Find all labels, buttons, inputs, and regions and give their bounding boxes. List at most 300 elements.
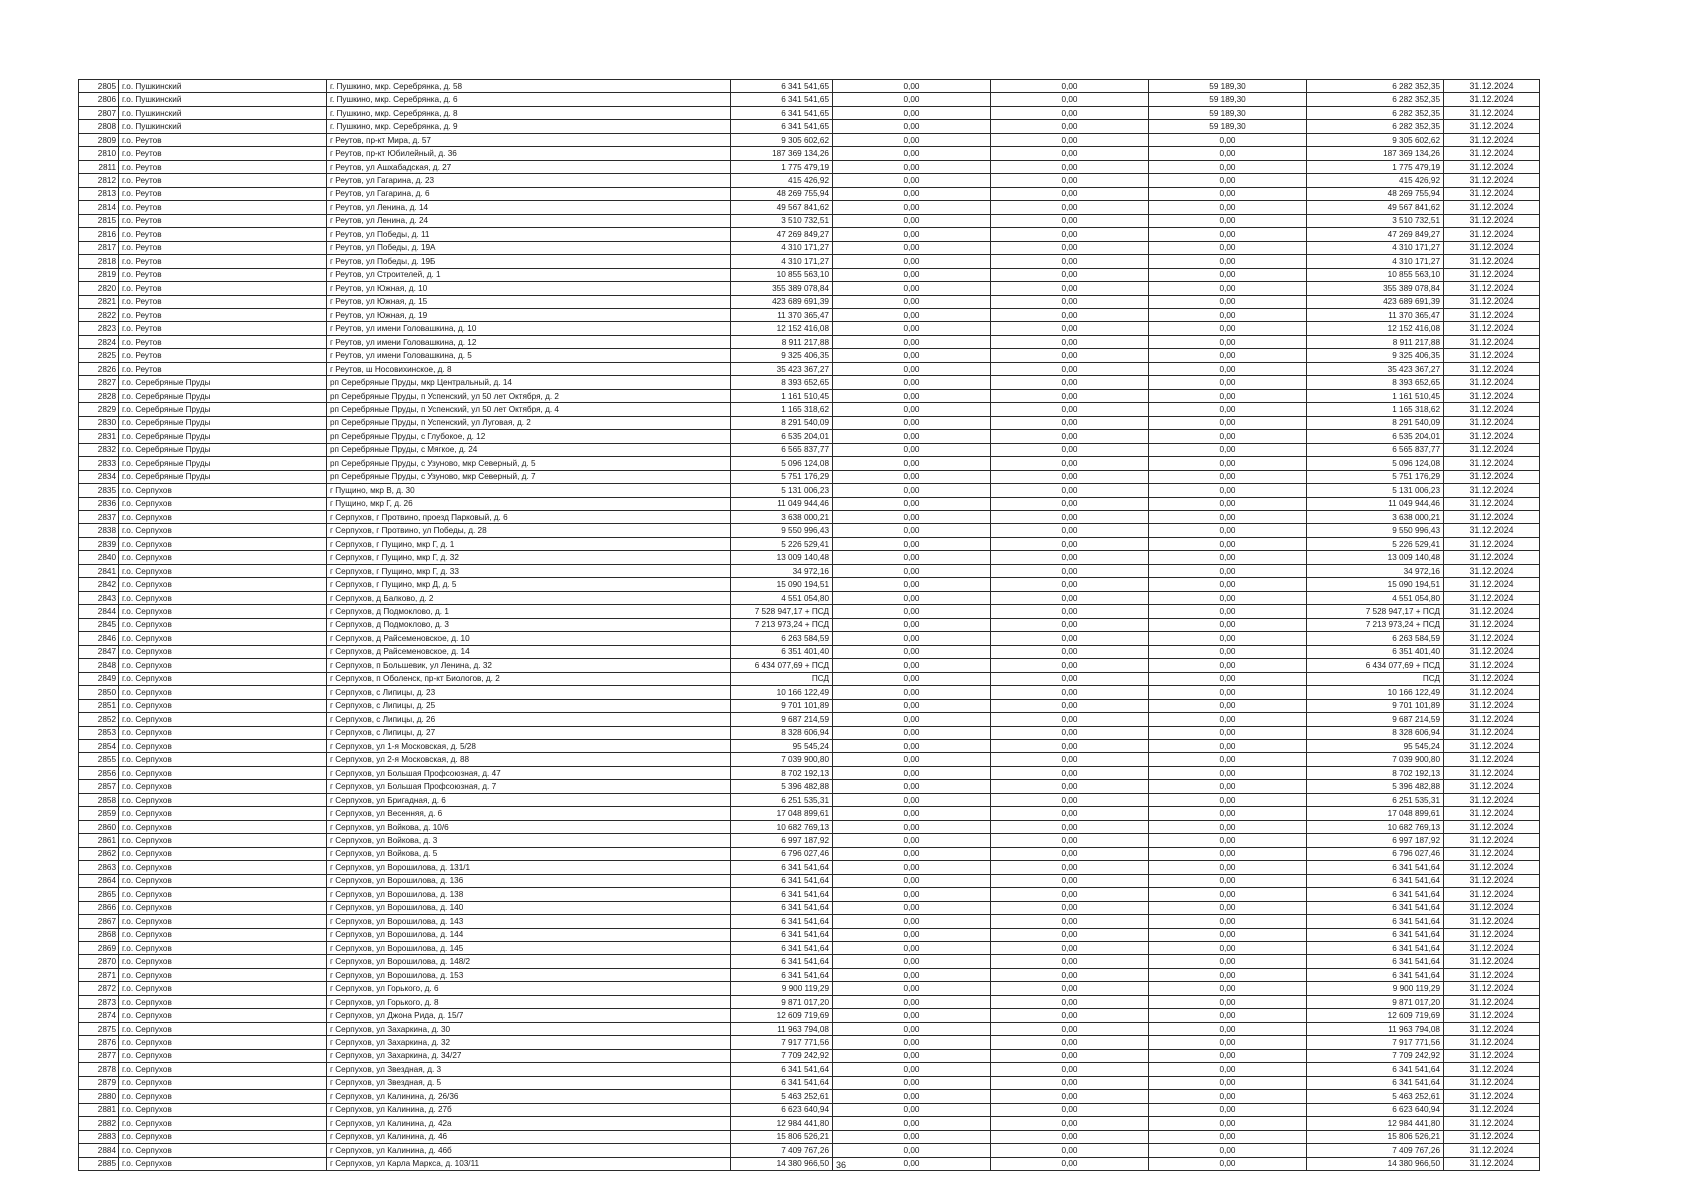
address-cell: г Серпухов, ул Бригадная, д. 6 (327, 793, 731, 806)
budget-local-cell: 0,00 (1149, 632, 1307, 645)
budget-regional-cell: 0,00 (991, 497, 1149, 510)
row-number-cell: 2834 (79, 470, 119, 483)
row-number-cell: 2841 (79, 564, 119, 577)
budget-regional-cell: 0,00 (991, 995, 1149, 1008)
budget-regional-cell: 0,00 (991, 1090, 1149, 1103)
budget-local-cell: 0,00 (1149, 605, 1307, 618)
row-number-cell: 2864 (79, 874, 119, 887)
budget-local-cell: 0,00 (1149, 362, 1307, 375)
address-cell: г Серпухов, ул Захаркина, д. 30 (327, 1022, 731, 1035)
table-row (79, 362, 1540, 375)
row-number-cell: 2885 (79, 1157, 119, 1170)
row-number-cell: 2869 (79, 942, 119, 955)
fund-amount-cell: 6 997 187,92 (1307, 834, 1444, 847)
table-row (79, 537, 1540, 550)
budget-local-cell: 0,00 (1149, 874, 1307, 887)
table-row (79, 376, 1540, 389)
row-number-cell: 2822 (79, 308, 119, 321)
budget-federal-cell: 0,00 (833, 1063, 991, 1076)
total-cost-cell: 15 806 526,21 (731, 1130, 833, 1143)
table-row (79, 605, 1540, 618)
budget-regional-cell: 0,00 (991, 1117, 1149, 1130)
row-number-cell: 2856 (79, 766, 119, 779)
municipality-cell: г.о. Серпухов (119, 645, 327, 658)
deadline-date-cell: 31.12.2024 (1444, 268, 1540, 281)
budget-federal-cell: 0,00 (833, 282, 991, 295)
fund-amount-cell: 17 048 899,61 (1307, 807, 1444, 820)
deadline-date-cell: 31.12.2024 (1444, 645, 1540, 658)
row-number-cell: 2884 (79, 1144, 119, 1157)
fund-amount-cell: 13 009 140,48 (1307, 551, 1444, 564)
fund-amount-cell: 6 282 352,35 (1307, 93, 1444, 106)
total-cost-cell: 6 341 541,64 (731, 874, 833, 887)
budget-local-cell: 0,00 (1149, 672, 1307, 685)
total-cost-cell: 1 165 318,62 (731, 403, 833, 416)
address-cell: г Серпухов, ул Ворошилова, д. 131/1 (327, 861, 731, 874)
row-number-cell: 2816 (79, 228, 119, 241)
deadline-date-cell: 31.12.2024 (1444, 1049, 1540, 1062)
total-cost-cell: 6 341 541,64 (731, 915, 833, 928)
address-cell: г Серпухов, ул Калинина, д. 46 (327, 1130, 731, 1143)
deadline-date-cell: 31.12.2024 (1444, 982, 1540, 995)
total-cost-cell: 12 152 416,08 (731, 322, 833, 335)
budget-local-cell: 0,00 (1149, 928, 1307, 941)
budget-regional-cell: 0,00 (991, 457, 1149, 470)
address-cell: г Серпухов, ул Войкова, д. 3 (327, 834, 731, 847)
budget-federal-cell: 0,00 (833, 982, 991, 995)
municipality-cell: г.о. Серпухов (119, 942, 327, 955)
budget-local-cell: 0,00 (1149, 645, 1307, 658)
budget-federal-cell: 0,00 (833, 861, 991, 874)
budget-federal-cell: 0,00 (833, 255, 991, 268)
address-cell: г Серпухов, ул 2-я Московская, д. 88 (327, 753, 731, 766)
budget-federal-cell: 0,00 (833, 430, 991, 443)
total-cost-cell: 6 341 541,65 (731, 80, 833, 93)
fund-amount-cell: 9 687 214,59 (1307, 713, 1444, 726)
budget-regional-cell: 0,00 (991, 739, 1149, 752)
budget-federal-cell: 0,00 (833, 389, 991, 402)
fund-amount-cell: 6 341 541,64 (1307, 942, 1444, 955)
deadline-date-cell: 31.12.2024 (1444, 80, 1540, 93)
address-cell: г Реутов, ул Строителей, д. 1 (327, 268, 731, 281)
table-row (79, 659, 1540, 672)
total-cost-cell: 10 682 769,13 (731, 820, 833, 833)
total-cost-cell: 1 775 479,19 (731, 160, 833, 173)
deadline-date-cell: 31.12.2024 (1444, 1076, 1540, 1089)
deadline-date-cell: 31.12.2024 (1444, 591, 1540, 604)
deadline-date-cell: 31.12.2024 (1444, 901, 1540, 914)
deadline-date-cell: 31.12.2024 (1444, 686, 1540, 699)
budget-federal-cell: 0,00 (833, 618, 991, 631)
budget-regional-cell: 0,00 (991, 834, 1149, 847)
table-row (79, 1049, 1540, 1062)
deadline-date-cell: 31.12.2024 (1444, 753, 1540, 766)
budget-federal-cell: 0,00 (833, 80, 991, 93)
address-cell: рп Серебряные Пруды, мкр Центральный, д. 14 (327, 376, 731, 389)
table-row (79, 106, 1540, 119)
budget-federal-cell: 0,00 (833, 874, 991, 887)
municipality-cell: г.о. Серпухов (119, 632, 327, 645)
fund-amount-cell: 6 341 541,64 (1307, 861, 1444, 874)
budget-local-cell: 0,00 (1149, 699, 1307, 712)
budget-federal-cell: 0,00 (833, 1022, 991, 1035)
deadline-date-cell: 31.12.2024 (1444, 241, 1540, 254)
fund-amount-cell: 6 565 837,77 (1307, 443, 1444, 456)
table-row (79, 308, 1540, 321)
budget-regional-cell: 0,00 (991, 147, 1149, 160)
total-cost-cell: 8 328 606,94 (731, 726, 833, 739)
budget-regional-cell: 0,00 (991, 699, 1149, 712)
budget-regional-cell: 0,00 (991, 982, 1149, 995)
municipality-cell: г.о. Серебряные Пруды (119, 403, 327, 416)
total-cost-cell: 12 984 441,80 (731, 1117, 833, 1130)
table-row (79, 551, 1540, 564)
budget-federal-cell: 0,00 (833, 241, 991, 254)
budget-federal-cell: 0,00 (833, 1144, 991, 1157)
deadline-date-cell: 31.12.2024 (1444, 1130, 1540, 1143)
deadline-date-cell: 31.12.2024 (1444, 537, 1540, 550)
budget-local-cell: 0,00 (1149, 201, 1307, 214)
budget-local-cell: 0,00 (1149, 1103, 1307, 1116)
row-number-cell: 2817 (79, 241, 119, 254)
table-row (79, 174, 1540, 187)
budget-local-cell: 0,00 (1149, 416, 1307, 429)
total-cost-cell: 6 341 541,64 (731, 942, 833, 955)
row-number-cell: 2851 (79, 699, 119, 712)
budget-local-cell: 0,00 (1149, 255, 1307, 268)
budget-regional-cell: 0,00 (991, 780, 1149, 793)
municipality-cell: г.о. Серпухов (119, 982, 327, 995)
deadline-date-cell: 31.12.2024 (1444, 551, 1540, 564)
budget-regional-cell: 0,00 (991, 955, 1149, 968)
row-number-cell: 2857 (79, 780, 119, 793)
budget-local-cell: 0,00 (1149, 780, 1307, 793)
fund-amount-cell: 49 567 841,62 (1307, 201, 1444, 214)
budget-regional-cell: 0,00 (991, 686, 1149, 699)
row-number-cell: 2837 (79, 511, 119, 524)
total-cost-cell: 6 535 204,01 (731, 430, 833, 443)
budget-regional-cell: 0,00 (991, 282, 1149, 295)
fund-amount-cell: 6 263 584,59 (1307, 632, 1444, 645)
table-row (79, 995, 1540, 1008)
deadline-date-cell: 31.12.2024 (1444, 295, 1540, 308)
fund-amount-cell: 6 341 541,64 (1307, 928, 1444, 941)
budget-federal-cell: 0,00 (833, 564, 991, 577)
total-cost-cell: 4 551 054,80 (731, 591, 833, 604)
budget-regional-cell: 0,00 (991, 645, 1149, 658)
fund-amount-cell: 6 341 541,64 (1307, 874, 1444, 887)
deadline-date-cell: 31.12.2024 (1444, 335, 1540, 348)
table-row (79, 915, 1540, 928)
deadline-date-cell: 31.12.2024 (1444, 713, 1540, 726)
budget-local-cell: 0,00 (1149, 578, 1307, 591)
table-row (79, 268, 1540, 281)
budget-federal-cell: 0,00 (833, 766, 991, 779)
row-number-cell: 2882 (79, 1117, 119, 1130)
address-cell: г Серпухов, ул Калинина, д. 42а (327, 1117, 731, 1130)
address-cell: г Серпухов, д Балково, д. 2 (327, 591, 731, 604)
fund-amount-cell: 3 510 732,51 (1307, 214, 1444, 227)
fund-amount-cell: 6 341 541,64 (1307, 1076, 1444, 1089)
budget-federal-cell: 0,00 (833, 699, 991, 712)
fund-amount-cell: 5 751 176,29 (1307, 470, 1444, 483)
municipality-cell: г.о. Пушкинский (119, 80, 327, 93)
municipality-cell: г.о. Реутов (119, 147, 327, 160)
total-cost-cell: 6 623 640,94 (731, 1103, 833, 1116)
budget-federal-cell: 0,00 (833, 1090, 991, 1103)
table-body (79, 80, 1540, 1171)
deadline-date-cell: 31.12.2024 (1444, 807, 1540, 820)
row-number-cell: 2840 (79, 551, 119, 564)
budget-regional-cell: 0,00 (991, 376, 1149, 389)
table-row (79, 201, 1540, 214)
municipality-cell: г.о. Серпухов (119, 1076, 327, 1089)
address-cell: г Реутов, ул Ашхабадская, д. 27 (327, 160, 731, 173)
deadline-date-cell: 31.12.2024 (1444, 942, 1540, 955)
municipality-cell: г.о. Серпухов (119, 928, 327, 941)
budget-regional-cell: 0,00 (991, 713, 1149, 726)
budget-regional-cell: 0,00 (991, 793, 1149, 806)
budget-federal-cell: 0,00 (833, 537, 991, 550)
total-cost-cell: 5 751 176,29 (731, 470, 833, 483)
total-cost-cell: 35 423 367,27 (731, 362, 833, 375)
budget-federal-cell: 0,00 (833, 578, 991, 591)
budget-regional-cell: 0,00 (991, 443, 1149, 456)
fund-amount-cell: 3 638 000,21 (1307, 511, 1444, 524)
total-cost-cell: 355 389 078,84 (731, 282, 833, 295)
row-number-cell: 2814 (79, 201, 119, 214)
budget-local-cell: 0,00 (1149, 1063, 1307, 1076)
budget-local-cell: 0,00 (1149, 524, 1307, 537)
table-row (79, 403, 1540, 416)
budget-federal-cell: 0,00 (833, 497, 991, 510)
budget-regional-cell: 0,00 (991, 847, 1149, 860)
municipality-cell: г.о. Серпухов (119, 834, 327, 847)
budget-federal-cell: 0,00 (833, 847, 991, 860)
deadline-date-cell: 31.12.2024 (1444, 376, 1540, 389)
fund-amount-cell: 12 609 719,69 (1307, 1009, 1444, 1022)
address-cell: г Серпухов, г Пущино, мкр Г, д. 33 (327, 564, 731, 577)
municipality-cell: г.о. Реутов (119, 187, 327, 200)
municipality-cell: г.о. Серпухов (119, 861, 327, 874)
total-cost-cell: 9 687 214,59 (731, 713, 833, 726)
budget-local-cell: 0,00 (1149, 955, 1307, 968)
budget-local-cell: 0,00 (1149, 147, 1307, 160)
address-cell: г Реутов, ул Гагарина, д. 23 (327, 174, 731, 187)
budget-federal-cell: 0,00 (833, 551, 991, 564)
fund-amount-cell: 8 291 540,09 (1307, 416, 1444, 429)
deadline-date-cell: 31.12.2024 (1444, 995, 1540, 1008)
municipality-cell: г.о. Серпухов (119, 753, 327, 766)
total-cost-cell: 5 396 482,88 (731, 780, 833, 793)
table-row (79, 255, 1540, 268)
budget-local-cell: 0,00 (1149, 497, 1307, 510)
budget-regional-cell: 0,00 (991, 605, 1149, 618)
fund-amount-cell: 4 310 171,27 (1307, 241, 1444, 254)
budget-regional-cell: 0,00 (991, 807, 1149, 820)
table-row (79, 511, 1540, 524)
budget-local-cell: 0,00 (1149, 457, 1307, 470)
total-cost-cell: 7 917 771,56 (731, 1036, 833, 1049)
budget-local-cell: 59 189,30 (1149, 93, 1307, 106)
deadline-date-cell: 31.12.2024 (1444, 255, 1540, 268)
table-row (79, 780, 1540, 793)
budget-regional-cell: 0,00 (991, 1036, 1149, 1049)
budget-federal-cell: 0,00 (833, 968, 991, 981)
address-cell: г Реутов, ш Носовихинское, д. 8 (327, 362, 731, 375)
total-cost-cell: 5 463 252,61 (731, 1090, 833, 1103)
municipality-cell: г.о. Серпухов (119, 537, 327, 550)
row-number-cell: 2813 (79, 187, 119, 200)
fund-amount-cell: 7 528 947,17 + ПСД (1307, 605, 1444, 618)
table-row (79, 618, 1540, 631)
budget-federal-cell: 0,00 (833, 726, 991, 739)
budget-regional-cell: 0,00 (991, 861, 1149, 874)
deadline-date-cell: 31.12.2024 (1444, 632, 1540, 645)
budget-regional-cell: 0,00 (991, 659, 1149, 672)
budget-local-cell: 0,00 (1149, 713, 1307, 726)
total-cost-cell: 5 131 006,23 (731, 484, 833, 497)
budget-regional-cell: 0,00 (991, 416, 1149, 429)
table-row (79, 1063, 1540, 1076)
fund-amount-cell: 6 341 541,64 (1307, 968, 1444, 981)
deadline-date-cell: 31.12.2024 (1444, 726, 1540, 739)
budget-federal-cell: 0,00 (833, 739, 991, 752)
address-cell: г Серпухов, ул Ворошилова, д. 136 (327, 874, 731, 887)
municipality-cell: г.о. Реутов (119, 362, 327, 375)
budget-federal-cell: 0,00 (833, 807, 991, 820)
budget-local-cell: 0,00 (1149, 1009, 1307, 1022)
budget-federal-cell: 0,00 (833, 524, 991, 537)
address-cell: г Реутов, пр-кт Мира, д. 57 (327, 133, 731, 146)
deadline-date-cell: 31.12.2024 (1444, 228, 1540, 241)
table-row (79, 228, 1540, 241)
municipality-cell: г.о. Серебряные Пруды (119, 416, 327, 429)
deadline-date-cell: 31.12.2024 (1444, 1022, 1540, 1035)
table-row (79, 484, 1540, 497)
budget-local-cell: 0,00 (1149, 1130, 1307, 1143)
budget-local-cell: 0,00 (1149, 659, 1307, 672)
municipality-cell: г.о. Серпухов (119, 511, 327, 524)
budget-federal-cell: 0,00 (833, 120, 991, 133)
table-row (79, 1076, 1540, 1089)
budget-federal-cell: 0,00 (833, 820, 991, 833)
budget-local-cell: 0,00 (1149, 470, 1307, 483)
address-cell: г Серпухов, д Подмоклово, д. 3 (327, 618, 731, 631)
budget-regional-cell: 0,00 (991, 430, 1149, 443)
row-number-cell: 2808 (79, 120, 119, 133)
budget-local-cell: 0,00 (1149, 241, 1307, 254)
deadline-date-cell: 31.12.2024 (1444, 403, 1540, 416)
table-row (79, 93, 1540, 106)
budget-regional-cell: 0,00 (991, 524, 1149, 537)
row-number-cell: 2812 (79, 174, 119, 187)
address-cell: г Серпухов, ул Карла Маркса, д. 103/11 (327, 1157, 731, 1170)
fund-amount-cell: 4 310 171,27 (1307, 255, 1444, 268)
municipality-cell: г.о. Реутов (119, 268, 327, 281)
fund-amount-cell: 6 341 541,64 (1307, 901, 1444, 914)
row-number-cell: 2830 (79, 416, 119, 429)
deadline-date-cell: 31.12.2024 (1444, 416, 1540, 429)
budget-local-cell: 0,00 (1149, 228, 1307, 241)
budget-federal-cell: 0,00 (833, 1103, 991, 1116)
row-number-cell: 2825 (79, 349, 119, 362)
row-number-cell: 2826 (79, 362, 119, 375)
budget-regional-cell: 0,00 (991, 968, 1149, 981)
table-row (79, 214, 1540, 227)
municipality-cell: г.о. Серпухов (119, 1009, 327, 1022)
deadline-date-cell: 31.12.2024 (1444, 457, 1540, 470)
address-cell: г Серпухов, ул Войкова, д. 5 (327, 847, 731, 860)
budget-local-cell: 0,00 (1149, 766, 1307, 779)
deadline-date-cell: 31.12.2024 (1444, 322, 1540, 335)
budget-regional-cell: 0,00 (991, 1049, 1149, 1062)
table-row (79, 457, 1540, 470)
deadline-date-cell: 31.12.2024 (1444, 861, 1540, 874)
budget-regional-cell: 0,00 (991, 1144, 1149, 1157)
deadline-date-cell: 31.12.2024 (1444, 1009, 1540, 1022)
deadline-date-cell: 31.12.2024 (1444, 484, 1540, 497)
table-row (79, 497, 1540, 510)
budget-federal-cell: 0,00 (833, 632, 991, 645)
total-cost-cell: 9 305 602,62 (731, 133, 833, 146)
budget-local-cell: 0,00 (1149, 793, 1307, 806)
row-number-cell: 2843 (79, 591, 119, 604)
fund-amount-cell: 7 213 973,24 + ПСД (1307, 618, 1444, 631)
total-cost-cell: 11 963 794,08 (731, 1022, 833, 1035)
budget-federal-cell: 0,00 (833, 228, 991, 241)
table-row (79, 1022, 1540, 1035)
budget-federal-cell: 0,00 (833, 106, 991, 119)
total-cost-cell: 6 341 541,65 (731, 106, 833, 119)
budget-local-cell: 0,00 (1149, 753, 1307, 766)
budget-local-cell: 0,00 (1149, 430, 1307, 443)
budget-federal-cell: 0,00 (833, 888, 991, 901)
fund-amount-cell: 5 463 252,61 (1307, 1090, 1444, 1103)
table-row (79, 955, 1540, 968)
budget-regional-cell: 0,00 (991, 389, 1149, 402)
budget-federal-cell: 0,00 (833, 1076, 991, 1089)
fund-amount-cell: 8 393 652,65 (1307, 376, 1444, 389)
municipality-cell: г.о. Серпухов (119, 780, 327, 793)
total-cost-cell: 6 341 541,65 (731, 120, 833, 133)
deadline-date-cell: 31.12.2024 (1444, 497, 1540, 510)
total-cost-cell: 14 380 966,50 (731, 1157, 833, 1170)
table-row (79, 632, 1540, 645)
fund-amount-cell: 12 152 416,08 (1307, 322, 1444, 335)
total-cost-cell: 6 351 401,40 (731, 645, 833, 658)
budget-regional-cell: 0,00 (991, 672, 1149, 685)
municipality-cell: г.о. Серпухов (119, 807, 327, 820)
row-number-cell: 2845 (79, 618, 119, 631)
row-number-cell: 2839 (79, 537, 119, 550)
deadline-date-cell: 31.12.2024 (1444, 511, 1540, 524)
address-cell: г Пущино, мкр Г, д. 26 (327, 497, 731, 510)
fund-amount-cell: 47 269 849,27 (1307, 228, 1444, 241)
budget-federal-cell: 0,00 (833, 160, 991, 173)
address-cell: г Серпухов, ул Большая Профсоюзная, д. 7 (327, 780, 731, 793)
total-cost-cell: 13 009 140,48 (731, 551, 833, 564)
table-row (79, 739, 1540, 752)
budget-regional-cell: 0,00 (991, 322, 1149, 335)
municipality-cell: г.о. Серпухов (119, 1157, 327, 1170)
municipality-cell: г.о. Серпухов (119, 1022, 327, 1035)
budget-local-cell: 0,00 (1149, 335, 1307, 348)
total-cost-cell: 9 871 017,20 (731, 995, 833, 1008)
address-cell: г Серпухов, п Оболенск, пр-кт Биологов, д. 2 (327, 672, 731, 685)
budget-regional-cell: 0,00 (991, 942, 1149, 955)
fund-amount-cell: 187 369 134,26 (1307, 147, 1444, 160)
